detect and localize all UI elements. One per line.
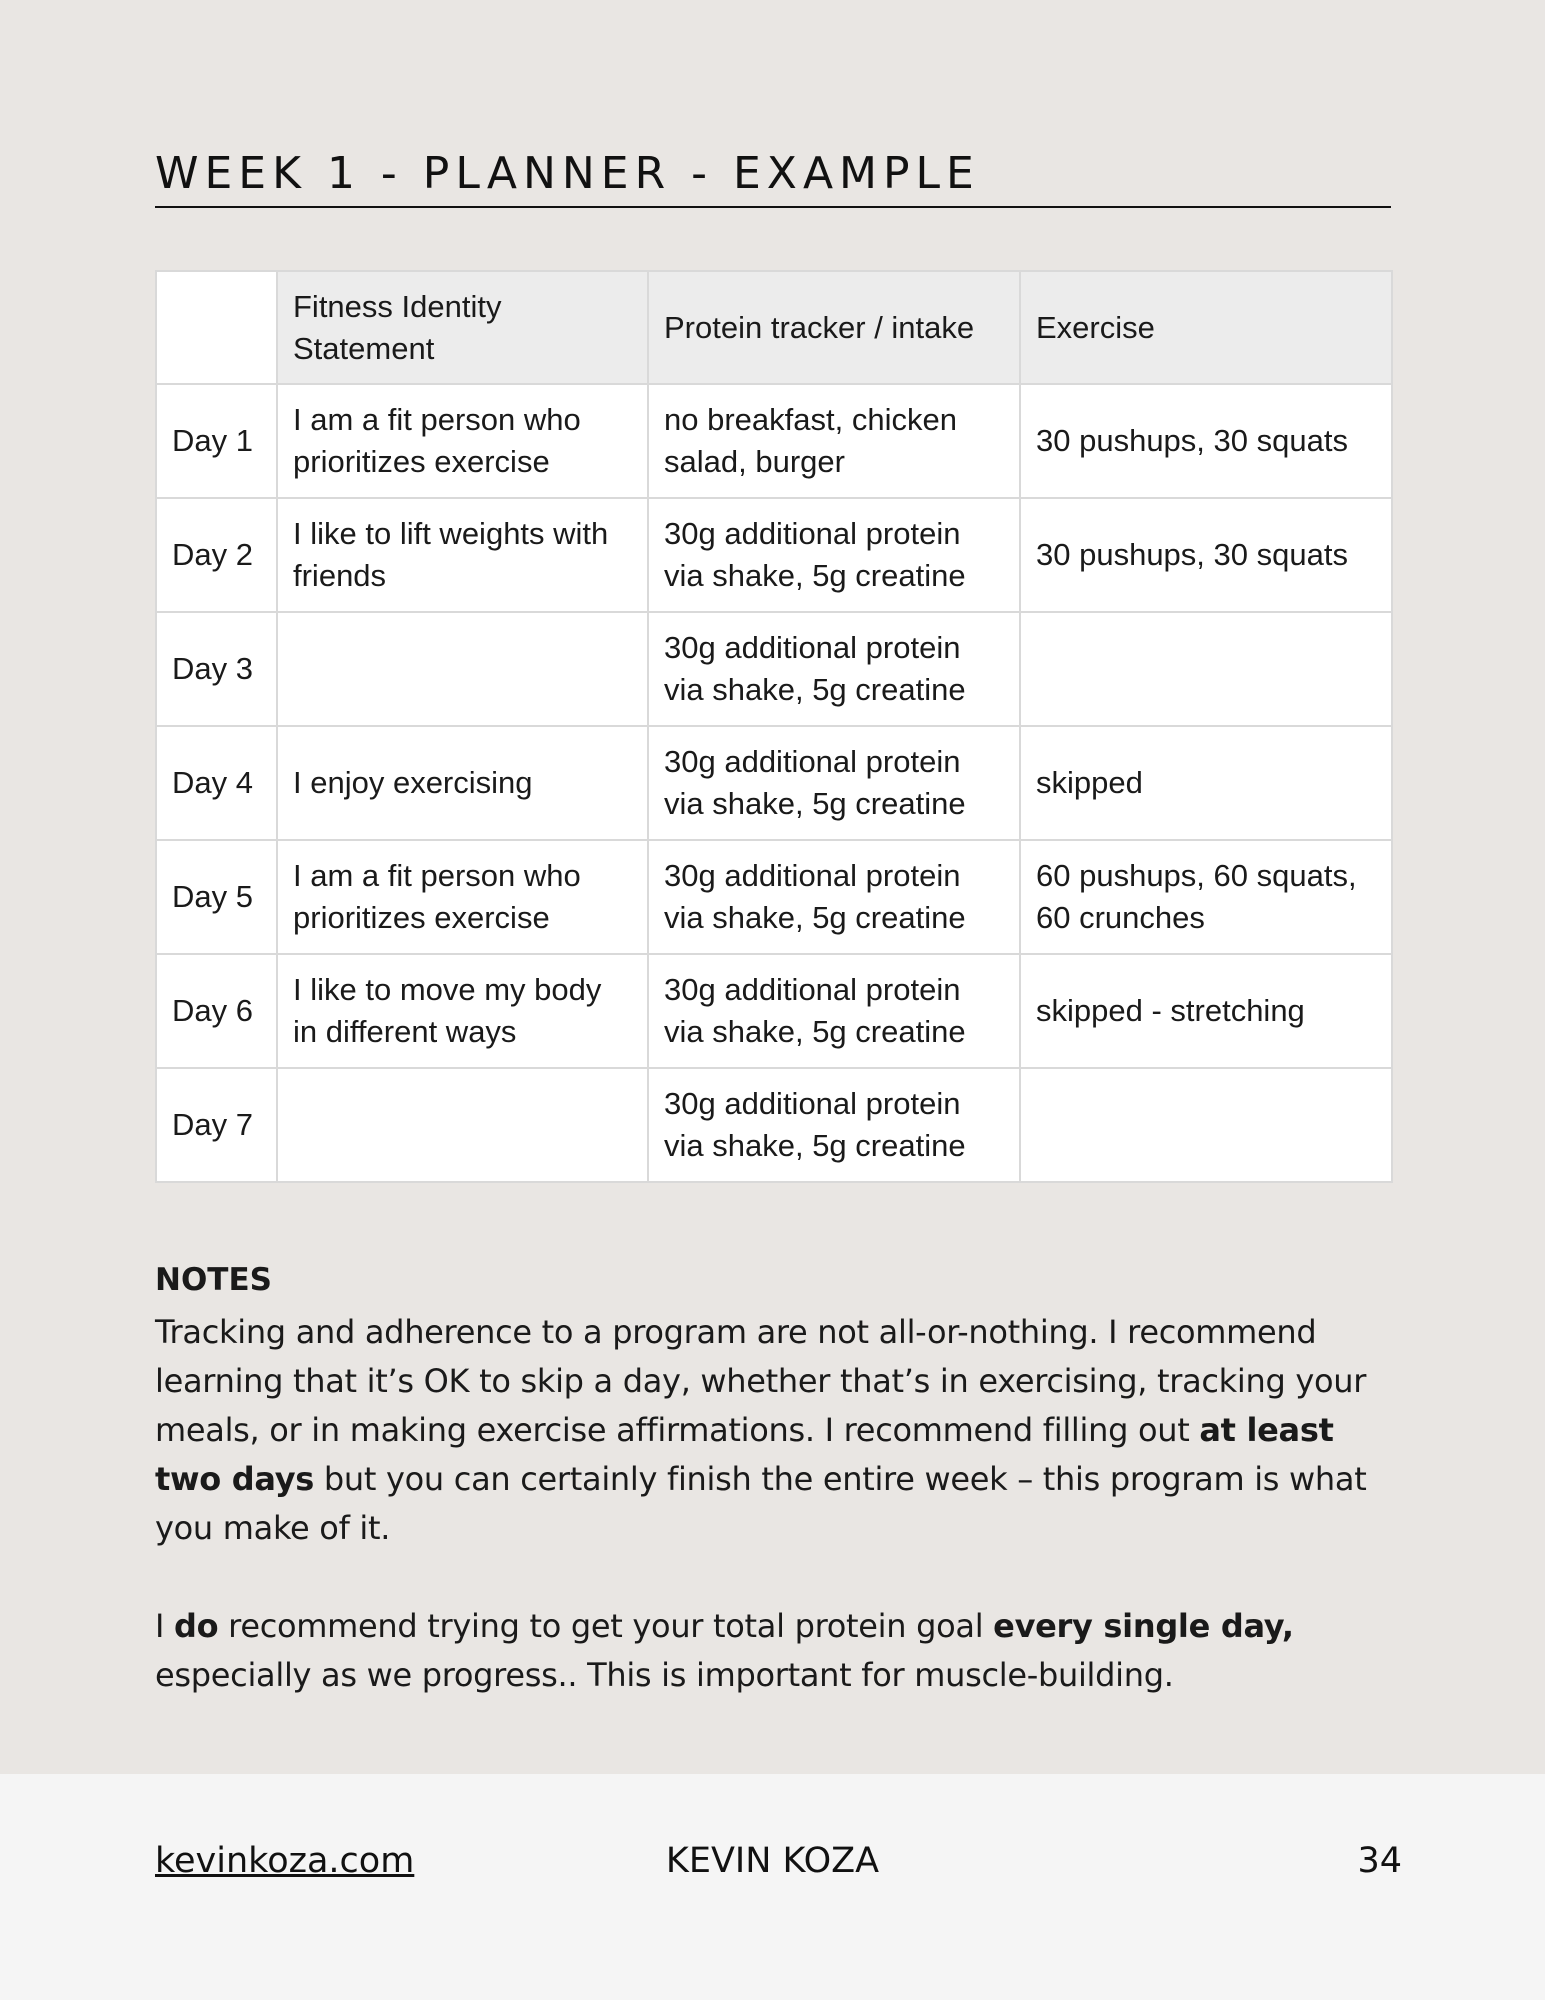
title-divider	[155, 206, 1391, 208]
table-row	[156, 498, 1392, 612]
day-cell: Day 6	[156, 954, 277, 1068]
exercise-cell: skipped	[1020, 726, 1392, 840]
notes-text: Tracking and adherence to a program are not all-or-nothing. I recommend learning that it’s OK to skip a day, whether that’s in exercising, tracking your meals, or in making exercise affirmations. I recommend filling out	[155, 1313, 1367, 1449]
notes-text: recommend trying to get your total protein goal	[218, 1607, 994, 1645]
exercise-cell: 60 pushups, 60 squats, 60 crunches	[1020, 840, 1392, 954]
protein-cell: no breakfast, chicken salad, burger	[648, 384, 1020, 498]
day-cell: Day 1	[156, 384, 277, 498]
table-row	[156, 612, 1392, 726]
protein-cell: 30g additional protein via shake, 5g creatine	[648, 726, 1020, 840]
author-name: KEVIN KOZA	[665, 1841, 880, 1881]
exercise-cell: 30 pushups, 30 squats	[1020, 384, 1392, 498]
table-row	[156, 954, 1392, 1068]
notes-text: but you can certainly finish the entire week – this program is what you make of it.	[155, 1460, 1367, 1547]
identity-cell: I like to move my body in different ways	[277, 954, 648, 1068]
planner-table	[155, 270, 1393, 1183]
identity-cell: I like to lift weights with friends	[277, 498, 648, 612]
notes-paragraph-1	[155, 1308, 1395, 1553]
exercise-cell	[1020, 612, 1392, 726]
notes-paragraph-2	[155, 1602, 1395, 1700]
identity-cell: I enjoy exercising	[277, 726, 648, 840]
header-blank-cell	[156, 271, 277, 384]
protein-cell: 30g additional protein via shake, 5g creatine	[648, 954, 1020, 1068]
notes-emphasis: at least two days	[155, 1411, 1334, 1498]
table-row	[156, 384, 1392, 498]
identity-cell: I am a fit person who prioritizes exercise	[277, 840, 648, 954]
protein-cell: 30g additional protein via shake, 5g creatine	[648, 840, 1020, 954]
page-title: WEEK 1 - PLANNER - EXAMPLE	[155, 148, 980, 199]
notes-heading: NOTES	[155, 1262, 272, 1298]
day-cell: Day 2	[156, 498, 277, 612]
day-cell: Day 3	[156, 612, 277, 726]
exercise-cell	[1020, 1068, 1392, 1182]
protein-cell: 30g additional protein via shake, 5g creatine	[648, 1068, 1020, 1182]
exercise-cell: skipped - stretching	[1020, 954, 1392, 1068]
day-cell: Day 7	[156, 1068, 277, 1182]
table-row	[156, 840, 1392, 954]
notes-emphasis: do	[174, 1607, 219, 1645]
header-exercise: Exercise	[1020, 271, 1392, 384]
header-protein-tracker: Protein tracker / intake	[648, 271, 1020, 384]
table-row	[156, 726, 1392, 840]
notes-text: especially as we progress.. This is important for muscle-building.	[155, 1656, 1174, 1694]
day-cell: Day 5	[156, 840, 277, 954]
protein-cell: 30g additional protein via shake, 5g creatine	[648, 498, 1020, 612]
website-link[interactable]: kevinkoza.com	[155, 1841, 415, 1881]
identity-cell: I am a fit person who prioritizes exercise	[277, 384, 648, 498]
exercise-cell: 30 pushups, 30 squats	[1020, 498, 1392, 612]
identity-cell	[277, 1068, 648, 1182]
page-number: 34	[1357, 1841, 1402, 1881]
notes-text: I	[155, 1607, 175, 1645]
notes-emphasis: every single day,	[993, 1607, 1294, 1645]
notes-section	[155, 1262, 1395, 1700]
table-row	[156, 1068, 1392, 1182]
page-footer	[0, 1774, 1545, 2000]
day-cell: Day 4	[156, 726, 277, 840]
protein-cell: 30g additional protein via shake, 5g creatine	[648, 612, 1020, 726]
identity-cell	[277, 612, 648, 726]
header-identity-statement: Fitness Identity Statement	[277, 271, 648, 384]
table-header-row	[156, 271, 1392, 384]
